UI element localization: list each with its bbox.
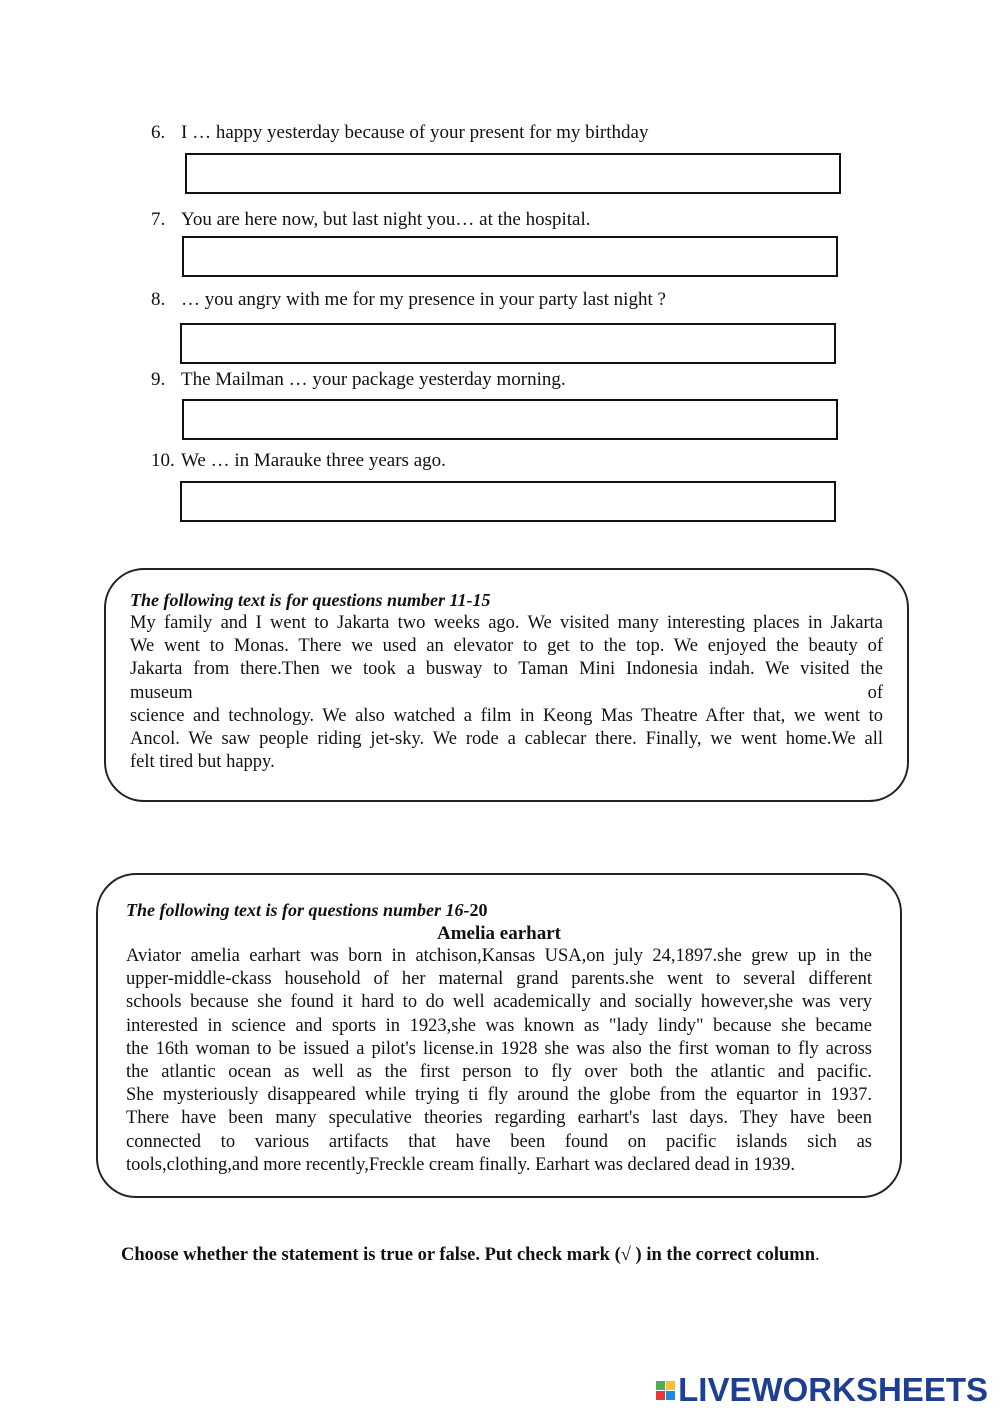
passage-line: Aviator amelia earhart was born in atchison,Kansas USA,on july 24,1897.she grew up in the [126,946,872,966]
passage-heading-number: 20 [469,900,488,920]
passage-line: Ancol. We saw people riding jet-sky. We rode a cablecar there. Finally, we went home.We all [130,729,883,750]
passage-line: felt tired but happy. [130,752,275,773]
question-7 [151,208,591,232]
passage-heading: The following text is for questions number 11-15 [130,590,491,610]
question-number: 10. [151,450,175,471]
passage-line: upper-middle-ckass household of her maternal grand parents.she went to several different [126,969,872,990]
passage-line: interested in science and sports in 1923,she was known as "lady lindy" because she became [126,1015,872,1036]
passage-text [130,612,883,774]
passage-line: science and technology. We also watched a film in Keong Mas Theatre After that, we went to [130,705,883,726]
logo-badge-cell [656,1381,665,1390]
passage-line: There have been many speculative theories regarding earhart's last days. They have been [126,1108,872,1129]
passage-line: tools,clothing,and more recently,Freckle cream finally. Earhart was declared dead in 1939. [126,1154,795,1175]
passage-line: the atlantic ocean as well as the first person to fly over both the atlantic and pacific. [126,1062,872,1083]
passage-line: schools because she found it hard to do well academically and socially however,she was very [126,992,872,1013]
liveworksheets-logo [656,1371,988,1409]
question-10 [151,449,446,473]
passage-line: connected to various artifacts that have been found on pacific islands sich as [126,1131,872,1152]
instruction-period: . [815,1245,820,1265]
passage-line: We went to Monas. There we used an elevator to get to the top. We enjoyed the beauty of [130,636,883,657]
logo-badge-cell [666,1381,675,1390]
question-text: We … in Marauke three years ago. [181,450,446,471]
passage-box-11-15 [104,568,909,802]
question-number: 8. [151,289,166,310]
question-9 [151,368,566,392]
answer-input-10[interactable] [180,481,836,522]
answer-input-7[interactable] [182,236,838,277]
question-6 [151,121,648,145]
logo-text: LIVEWORKSHEETS [678,1371,988,1408]
passage-line: My family and I went to Jakarta two weeks ago. We visited many interesting places in Jakarta [130,613,883,633]
question-text: … you angry with me for my presence in your party last night ? [181,289,666,310]
passage-text [126,945,872,1177]
passage-line: Jakarta from there.Then we took a busway to Taman Mini Indonesia indah. We visited the [130,659,883,680]
passage-heading-text: The following text is for questions number 16- [126,900,470,920]
question-number: 7. [151,209,166,230]
logo-badge-cell [666,1391,675,1400]
logo-badge-icon [656,1381,675,1400]
question-text: The Mailman … your package yesterday morning. [181,369,566,390]
answer-input-8[interactable] [180,323,836,364]
passage-heading [126,899,872,922]
logo-badge-cell [656,1391,665,1400]
passage-box-16-20 [96,873,902,1198]
question-text: You are here now, but last night you… at the hospital. [181,209,591,230]
question-text: I … happy yesterday because of your present for my birthday [181,122,649,143]
passage-line: museum of [130,682,883,703]
answer-input-6[interactable] [185,153,841,194]
passage-title: Amelia earhart [437,923,561,944]
passage-line: She mysteriously disappeared while trying ti fly around the globe from the equartor in 1937. [126,1085,872,1106]
question-8 [151,288,666,312]
answer-input-9[interactable] [182,399,838,440]
question-number: 9. [151,369,166,390]
question-number: 6. [151,122,166,143]
passage-line: the 16th woman to be issued a pilot's license.in 1928 she was also the first woman to fly across [126,1038,872,1059]
instruction-text: Choose whether the statement is true or false. Put check mark (√ ) in the correct column [121,1245,816,1265]
true-false-instruction [121,1245,820,1266]
